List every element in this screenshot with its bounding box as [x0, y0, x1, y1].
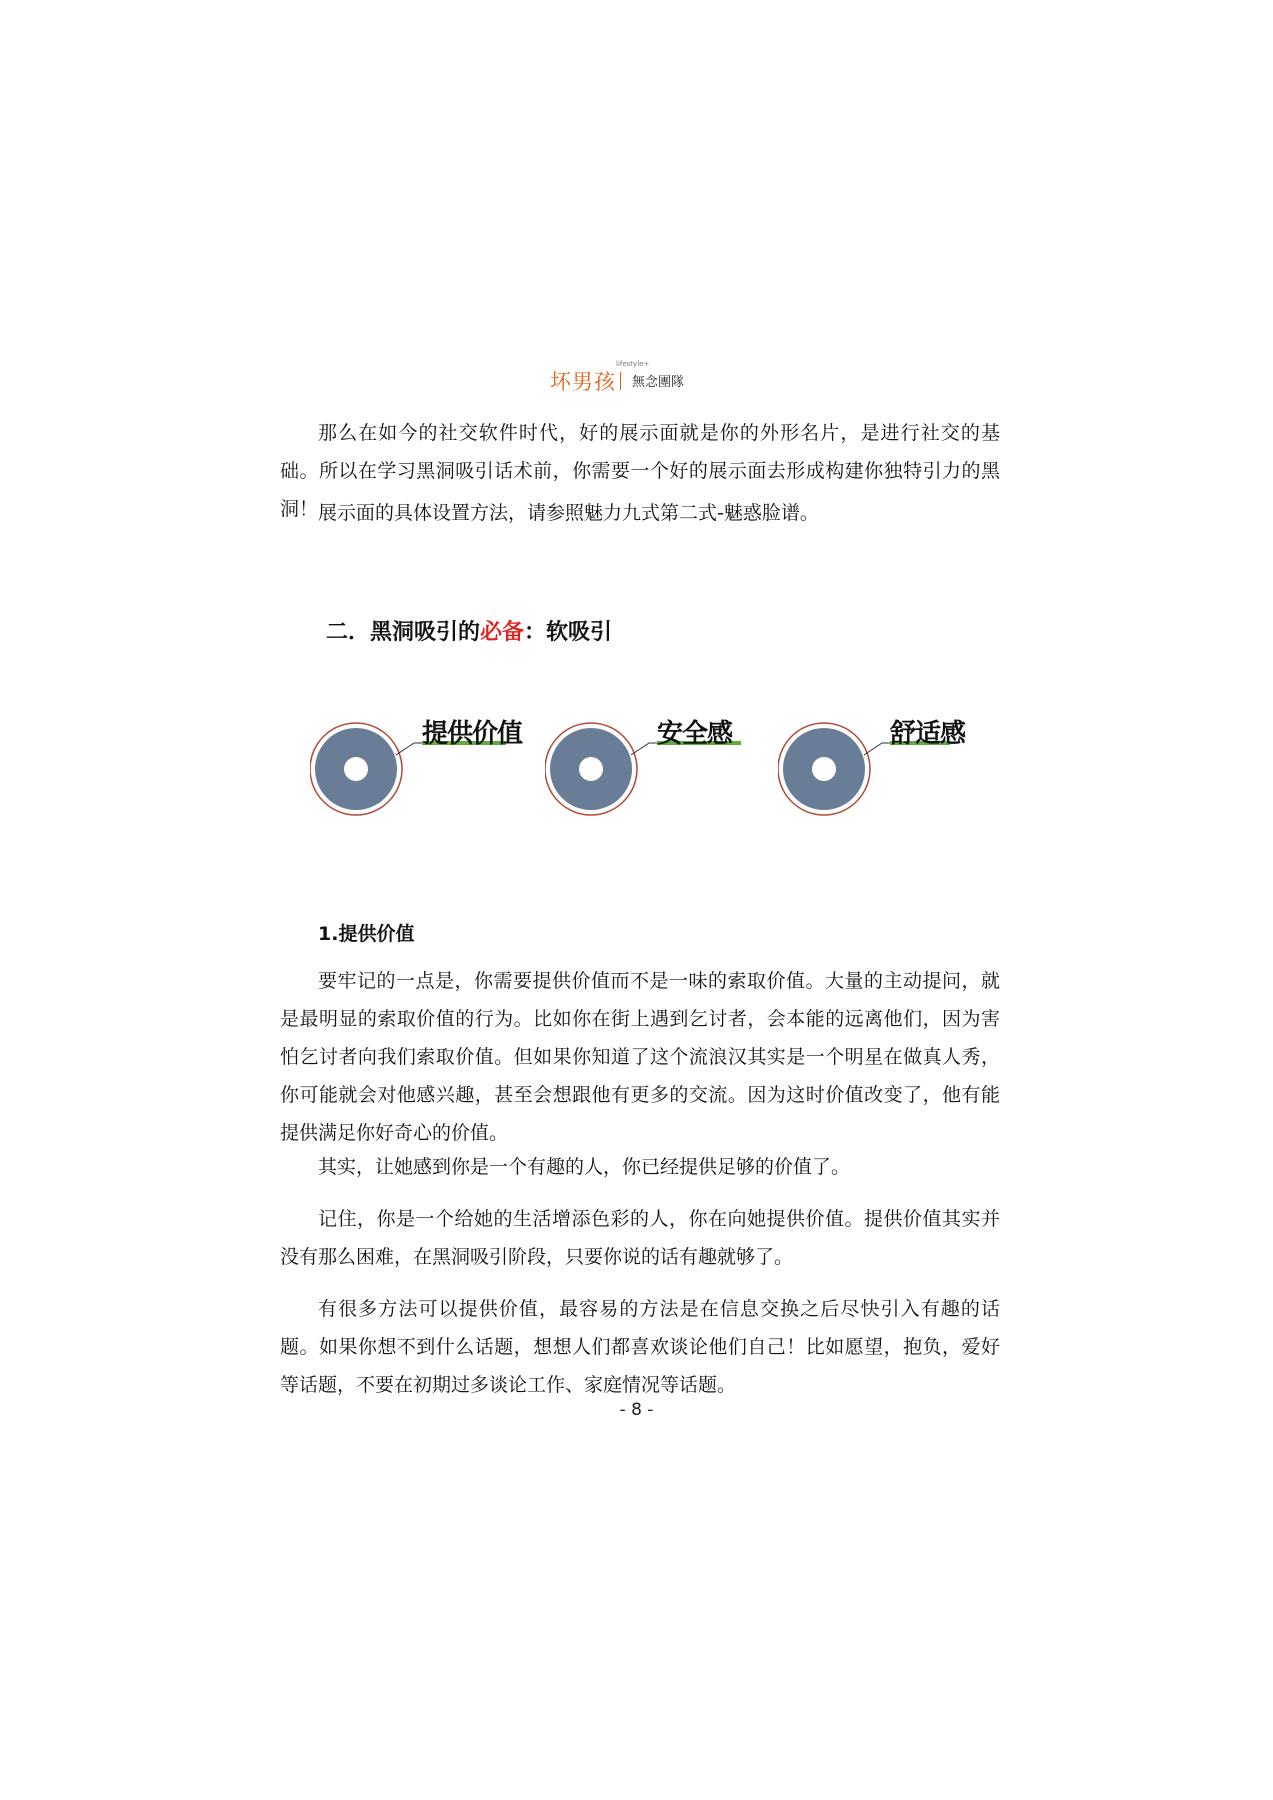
paragraph-intro: 那么在如今的社交软件时代，好的展示面就是你的外形名片，是进行社交的基础。所以在学习黑洞吸引话术前，你需要一个好的展示面去形成构建你独特引力的黑洞！ [280, 422, 1000, 520]
heading-prefix: 二．黑洞吸引的 [326, 620, 481, 645]
paragraph-value-explanation: 要牢记的一点是，你需要提供价值而不是一味的索取价值。大量的主动提问，就是最明显的索取价值的行为。比如你在街上遇到乞讨者，会本能的远离他们，因为害怕乞讨者向我们索取价值。但如果你知道了这个流浪汉其实是一个明星在做真人秀，你可能就会对他感兴趣，甚至会想跟他有更多的交流。因为这时价值改变了，他有能提供满足你好奇心的价值。 [280, 970, 1000, 1144]
logo-lifestyle-text: lifestyle+ [616, 360, 650, 368]
feature-title: 安全感 [657, 719, 733, 749]
page-header [0, 360, 1273, 396]
feature-title: 舒适感 [890, 719, 966, 749]
paragraph-setup-reference: 展示面的具体设置方法，请参照魅力九式第二式-魅惑脸谱。 [318, 502, 819, 524]
feature-comfort [778, 713, 1008, 833]
heading-highlight: 必备 [480, 620, 525, 645]
subsection-heading: 1.提供价值 [318, 923, 415, 945]
paragraph-add-color: 记住，你是一个给她的生活增添色彩的人，你在向她提供价值。提供价值其实并没有那么困难，在黑洞吸引阶段，只要你说的话有趣就够了。 [280, 1208, 1000, 1268]
logo-text: 坏男孩 [550, 370, 616, 394]
heading-suffix: ：软吸引 [524, 620, 613, 645]
page-number: - 8 - [619, 1400, 654, 1420]
paragraph-topics: 有很多方法可以提供价值，最容易的方法是在信息交换之后尽快引入有趣的话题。如果你想不到什么话题，想想人们都喜欢谈论他们自己！比如愿望，抱负，爱好等话题，不要在初期过多谈论工作、家庭情况等话题。 [280, 1298, 1000, 1396]
logo-divider [620, 372, 621, 390]
feature-provide-value [310, 713, 540, 833]
section-heading [326, 615, 612, 646]
feature-security [545, 713, 775, 833]
feature-title: 提供价值 [422, 719, 523, 749]
paragraph-interesting-person: 其实，让她感到你是一个有趣的人，你已经提供足够的价值了。 [318, 1156, 851, 1178]
logo-team-text: 無念團隊 [632, 375, 685, 390]
